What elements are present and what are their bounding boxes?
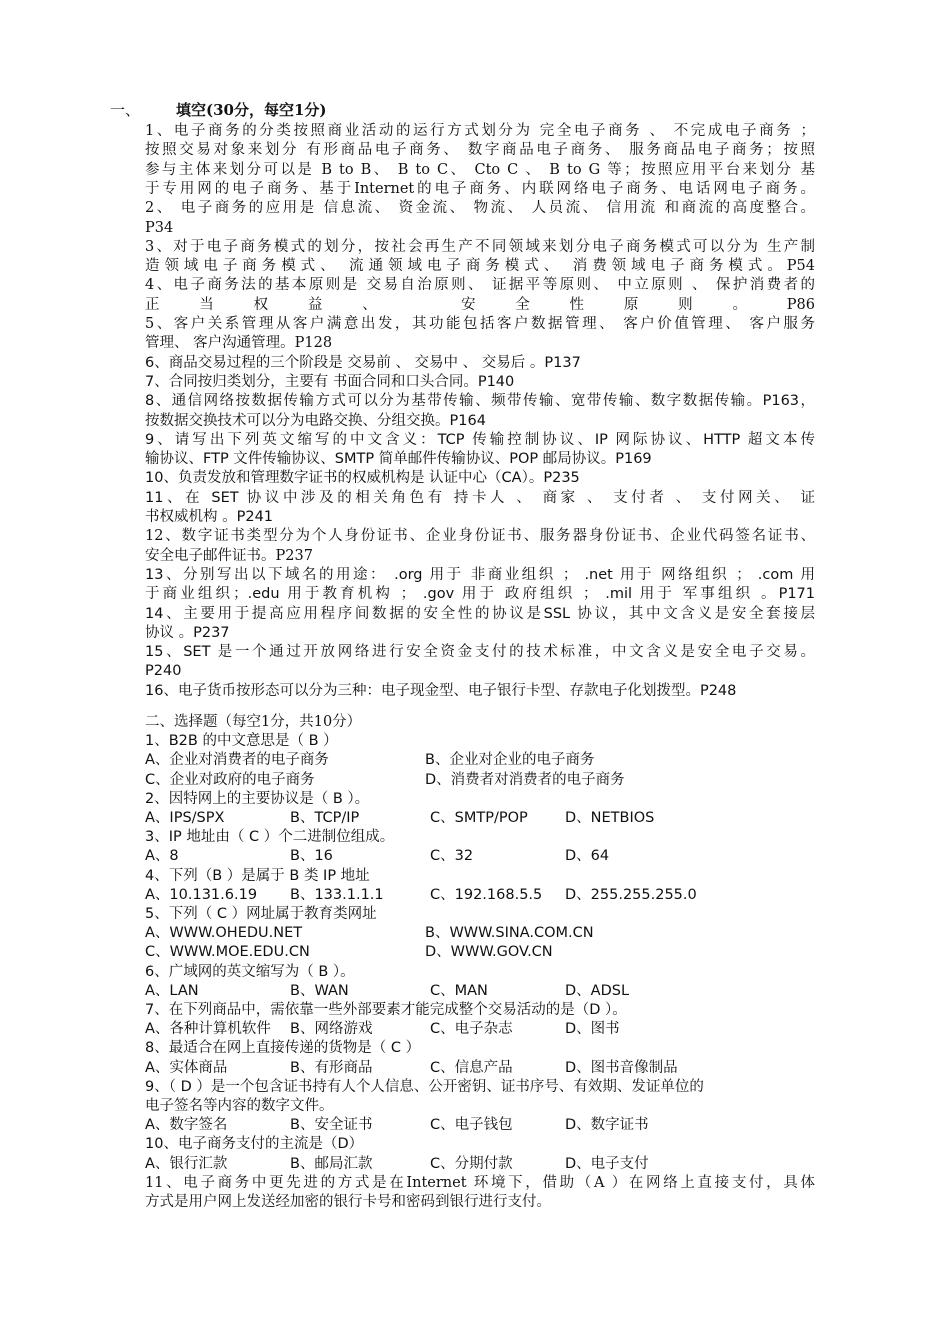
answer-option: C、信息产品 <box>430 1059 513 1076</box>
answer-option: D、图书音像制品 <box>565 1059 678 1076</box>
question: 7、在下列商品中，需依靠一些外部要素才能完成整个交易活动的是（D ）。 <box>145 1002 627 1018</box>
answer-option: D、消费者对消费者的电子商务 <box>425 771 625 788</box>
answer-option: D、ADSL <box>565 982 630 999</box>
fill-in-line: 按数据交换技术可以分为电路交换、分组交换。P164 <box>145 412 486 429</box>
fill-in-line: 造领域电子商务模式、 流通领域电子商务模式、 消费领域电子商务模式。P54 <box>145 258 815 275</box>
fill-in-line: 2、 电子商务的应用是 信息流、 资金流、 物流、 人员流、 信用流 和商流的高度整合。 <box>145 200 815 217</box>
fill-in-line: 按照交易对象来划分 有形商品电子商务、 数字商品电子商务、 服务商品电子商务；按照 <box>145 142 815 159</box>
fill-in-line: 13、分别写出以下域名的用途： .org 用于 非商业组织 ； .net 用于 网络组织 ； .com 用 <box>145 566 815 583</box>
fill-in-line: 协议 。P237 <box>145 624 230 641</box>
answer-option: D、电子支付 <box>565 1155 649 1172</box>
fill-in-line: 7、合同按归类划分，主要有 书面合同和口头合同。P140 <box>145 373 515 390</box>
answer-option: C、192.168.5.5 <box>430 886 543 903</box>
question: 3、IP 地址由（ C ）个二进制位组成。 <box>145 829 395 846</box>
fill-in-line: 6、商品交易过程的三个阶段是 交易前 、 交易中 、 交易后 。P137 <box>145 354 581 371</box>
fill-in-line: 正当权益、 安全性原则。P86 <box>145 296 815 313</box>
answer-option: A、LAN <box>145 982 199 999</box>
question: 8、最适合在网上直接传递的货物是（ C ） <box>145 1040 421 1057</box>
answer-option: C、SMTP/POP <box>430 810 528 826</box>
fill-in-line: 15、SET 是一个通过开放网络进行安全资金支付的技术标准，中文含义是安全电子交易。 <box>145 644 815 661</box>
fill-in-line: 参与主体来划分可以是 B to B、 B to C、 Cto C 、 B to G 等；按照应用平台来划分 基 <box>145 161 815 178</box>
fill-in-line: 管理、 客户沟通管理。P128 <box>145 335 333 352</box>
answer-option: D、64 <box>565 848 610 865</box>
question: 10、电子商务支付的主流是（D） <box>145 1136 364 1153</box>
answer-option: B、WWW.SINA.COM.CN <box>425 925 594 942</box>
answer-option: C、分期付款 <box>430 1155 513 1172</box>
answer-option: A、WWW.OHEDU.NET <box>145 925 303 942</box>
answer-option: B、有形商品 <box>290 1059 373 1076</box>
fill-in-line: 14、主要用于提高应用程序间数据的安全性的协议是SSL 协议，其中文含义是安全套接层 <box>145 605 815 622</box>
answer-option: A、企业对消费者的电子商务 <box>145 752 329 769</box>
answer-option: B、企业对企业的电子商务 <box>425 752 595 769</box>
answer-option: A、数字签名 <box>145 1117 228 1134</box>
question-11-line: 11、电子商务中更先进的方式是在Internet 环境下，借助（A ）在网络上直接支付，具体 <box>145 1174 815 1191</box>
fill-in-line: 1、电子商务的分类按照商业活动的运行方式划分为 完全电子商务 、 不完成电子商务 ； <box>145 123 815 139</box>
section-1-number: 一、 <box>110 101 141 119</box>
fill-in-line: 5、客户关系管理从客户满意出发，其功能包括客户数据管理、 客户价值管理、 客户服务 <box>145 316 815 332</box>
answer-option: C、MAN <box>430 982 488 999</box>
section-1-title: 填空(30分，每空1分) <box>176 101 327 119</box>
question: 4、下列（B ）是属于 B 类 IP 地址 <box>145 867 370 884</box>
answer-option: C、WWW.MOE.EDU.CN <box>145 944 310 961</box>
answer-option: B、133.1.1.1 <box>290 886 384 903</box>
answer-option: B、WAN <box>290 982 349 999</box>
fill-in-line: P240 <box>145 663 182 680</box>
section-2-heading: 二、选择题（每空1分，共10分） <box>145 714 362 730</box>
answer-option: A、10.131.6.19 <box>145 886 258 903</box>
fill-in-line: 3、对于电子商务模式的划分，按社会再生产不同领域来划分电子商务模式可以分为 生产制 <box>145 238 815 255</box>
answer-option: B、网络游戏 <box>290 1021 373 1038</box>
fill-in-line: 于商业组织；.edu 用于教育机构 ； .gov 用于 政府组织 ； .mil 用于 军事组织 。P171 <box>145 586 815 603</box>
answer-option: D、图书 <box>565 1021 620 1038</box>
question: 1、B2B 的中文意思是（ B ） <box>145 733 338 750</box>
fill-in-line: 于专用网的电子商务、基于Internet的电子商务、内联网络电子商务、电话网电子商务。 <box>145 180 815 197</box>
question: 6、广域网的英文缩写为（ B ）。 <box>145 963 355 980</box>
answer-option: A、8 <box>145 848 179 865</box>
question-continued: 电子签名等内容的数字文件。 <box>145 1098 334 1114</box>
answer-option: B、安全证书 <box>290 1117 373 1134</box>
section-1-heading <box>110 100 327 120</box>
answer-option: A、实体商品 <box>145 1059 228 1076</box>
fill-in-line: 书权威机构 。P241 <box>145 509 274 525</box>
question: 9、（ D ）是一个包含证书持有人个人信息、公开密钥、证书序号、有效期、发证单位的 <box>145 1078 704 1095</box>
answer-option: C、企业对政府的电子商务 <box>145 771 315 788</box>
answer-option: D、WWW.GOV.CN <box>425 944 553 961</box>
answer-option: D、数字证书 <box>565 1117 649 1134</box>
question: 2、因特网上的主要协议是（ B ）。 <box>145 790 370 807</box>
answer-option: B、邮局汇款 <box>290 1155 373 1172</box>
answer-option: B、16 <box>290 848 333 865</box>
fill-in-line: 输协议、FTP 文件传输协议、SMTP 简单邮件传输协议、POP 邮局协议。P169 <box>145 451 652 468</box>
fill-in-line: 11、在 SET 协议中涉及的相关角色有 持卡人 、 商家 、 支付者 、 支付网关、 证 <box>145 489 815 506</box>
answer-option: A、IPS/SPX <box>145 810 225 826</box>
question-11-line: 方式是用户网上发送经加密的银行卡号和密码到银行进行支付。 <box>145 1194 551 1210</box>
fill-in-line: P34 <box>145 219 174 236</box>
fill-in-line: 12、数字证书类型分为个人身份证书、企业身份证书、服务器身份证书、企业代码签名证书、 <box>145 528 815 545</box>
fill-in-line: 8、通信网络按数据传输方式可以分为基带传输、频带传输、宽带传输、数字数据传输。P163， <box>145 393 815 410</box>
fill-in-line: 9、请写出下列英文缩写的中文含义：TCP 传输控制协议、IP 网际协议、HTTP 超文本传 <box>145 431 815 448</box>
question: 5、下列（ C ）网址属于教育类网址 <box>145 906 377 922</box>
fill-in-line: 4、电子商务法的基本原则是 交易自治原则、 证据平等原则、 中立原则 、 保护消费者的 <box>145 277 815 294</box>
answer-option: C、电子杂志 <box>430 1021 513 1038</box>
answer-option: C、电子钱包 <box>430 1117 513 1134</box>
fill-in-line: 16、电子货币按形态可以分为三种：电子现金型、电子银行卡型、存款电子化划拨型。P248 <box>145 682 737 699</box>
fill-in-line: 10、负责发放和管理数字证书的权威机构是 认证中心（CA）。P235 <box>145 470 580 487</box>
answer-option: D、NETBIOS <box>565 810 655 826</box>
answer-option: A、各种计算机软件 <box>145 1021 271 1038</box>
fill-in-line: 安全电子邮件证书。P237 <box>145 547 313 564</box>
answer-option: D、255.255.255.0 <box>565 886 697 903</box>
answer-option: A、银行汇款 <box>145 1155 228 1172</box>
answer-option: C、32 <box>430 848 474 865</box>
answer-option: B、TCP/IP <box>290 810 360 826</box>
